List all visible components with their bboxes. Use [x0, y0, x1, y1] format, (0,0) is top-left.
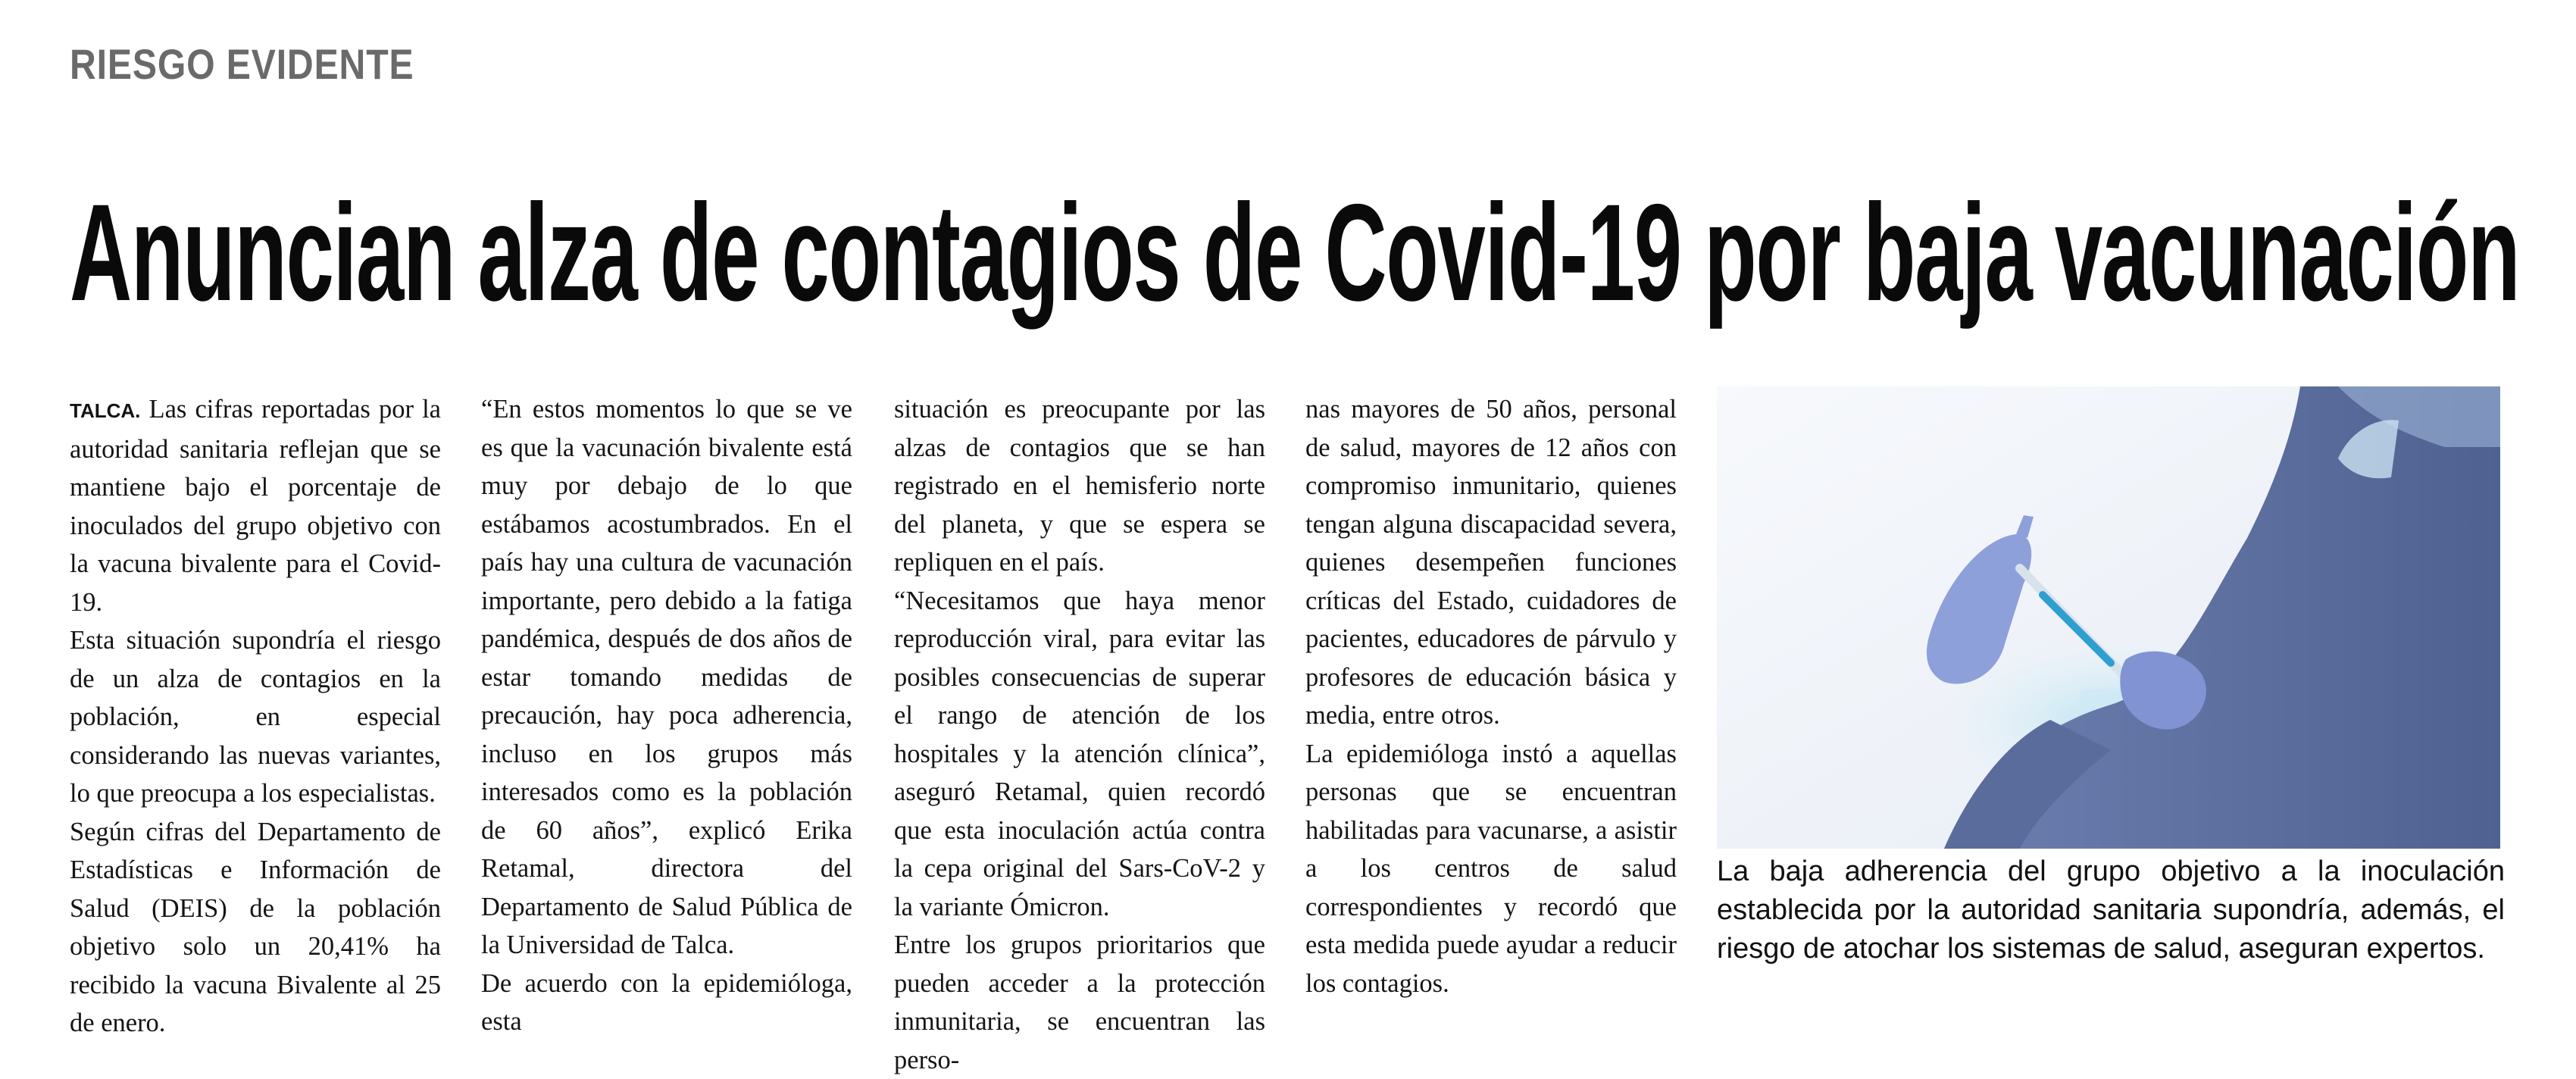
paragraph: situación es preocupante por las alzas de contagios que se han registrado en el hemisferio norte del planeta, y que se espera se repliquen en el país.: [894, 395, 1265, 577]
article-column-3: [894, 390, 1265, 1079]
paragraph-text: Las cifras reportadas por la autoridad sanitaria reflejan que se mantiene bajo el porcentaje de inoculados del grupo objetivo con la vacuna bivalente para el Covid-19.: [70, 395, 441, 617]
paragraph: La epidemióloga instó a aquellas personas que se encuentran habilitadas para vacunarse, a asistir a los centros de salud correspondientes y recordó que esta medida puede ayudar a reducir los contagios.: [1305, 739, 1677, 998]
paragraph: De acuerdo con la epidemióloga, esta: [481, 968, 852, 1036]
article-headline: Anuncian alza de contagios de Covid-19 por baja vacunación: [70, 175, 2520, 330]
paragraph: nas mayores de 50 años, personal de salud, mayores de 12 años con compromiso inmunitario, quienes tengan alguna discapacidad severa, quienes desempeñen funciones críticas del Estado, cuidadores de pacientes, educadores de párvulo y profesores de educación básica y media, entre otros.: [1305, 395, 1677, 730]
paragraph: “En estos momentos lo que se ve es que la vacunación bivalente está muy por debajo de lo que estábamos acostumbrados. En el país hay una cultura de vacunación importante, pero debido a la fatiga pandémica, después de dos años de estar tomando medidas de precaución, hay poca adherencia, incluso en los grupos más interesados como es la población de 60 años”, explicó Erika Retamal, directora del Departamento de Salud Pública de la Universidad de Talca.: [481, 395, 852, 959]
article-column-1: [70, 390, 441, 1043]
paragraph: Entre los grupos prioritarios que pueden acceder a la protección inmunitaria, se encuentran las perso-: [894, 930, 1265, 1074]
paragraph: “Necesitamos que haya menor reproducción viral, para evitar las posibles consecuencias de superar el rango de atención de los hospitales y la atención clínica”, aseguró Retamal, quien recordó que esta inoculación actúa contra la cepa original del Sars-CoV-2 y la variante Ómicron.: [894, 586, 1265, 921]
paragraph: Según cifras del Departamento de Estadísticas e Información de Salud (DEIS) de la población objetivo solo un 20,41% ha recibido la vacuna Bivalente al 25 de enero.: [70, 817, 441, 1037]
article-column-2: [481, 390, 852, 1041]
paragraph: Esta situación supondría el riesgo de un alza de contagios en la población, en especial considerando las nuevas variantes, lo que preocupa a los especialistas.: [70, 626, 441, 808]
vaccine-syringe-illustration: [1717, 386, 2500, 849]
vaccination-photo: [1717, 386, 2500, 849]
photo-caption: La baja adherencia del grupo objetivo a la inoculación establecida por la autoridad sanitaria supondría, además, el riesgo de atochar los sistemas de salud, aseguran expertos.: [1717, 855, 2505, 965]
paragraph: [70, 390, 441, 621]
dateline: TALCA.: [70, 399, 141, 422]
article-column-4: [1305, 390, 1677, 1002]
section-kicker: RIESGO EVIDENTE: [70, 40, 414, 88]
